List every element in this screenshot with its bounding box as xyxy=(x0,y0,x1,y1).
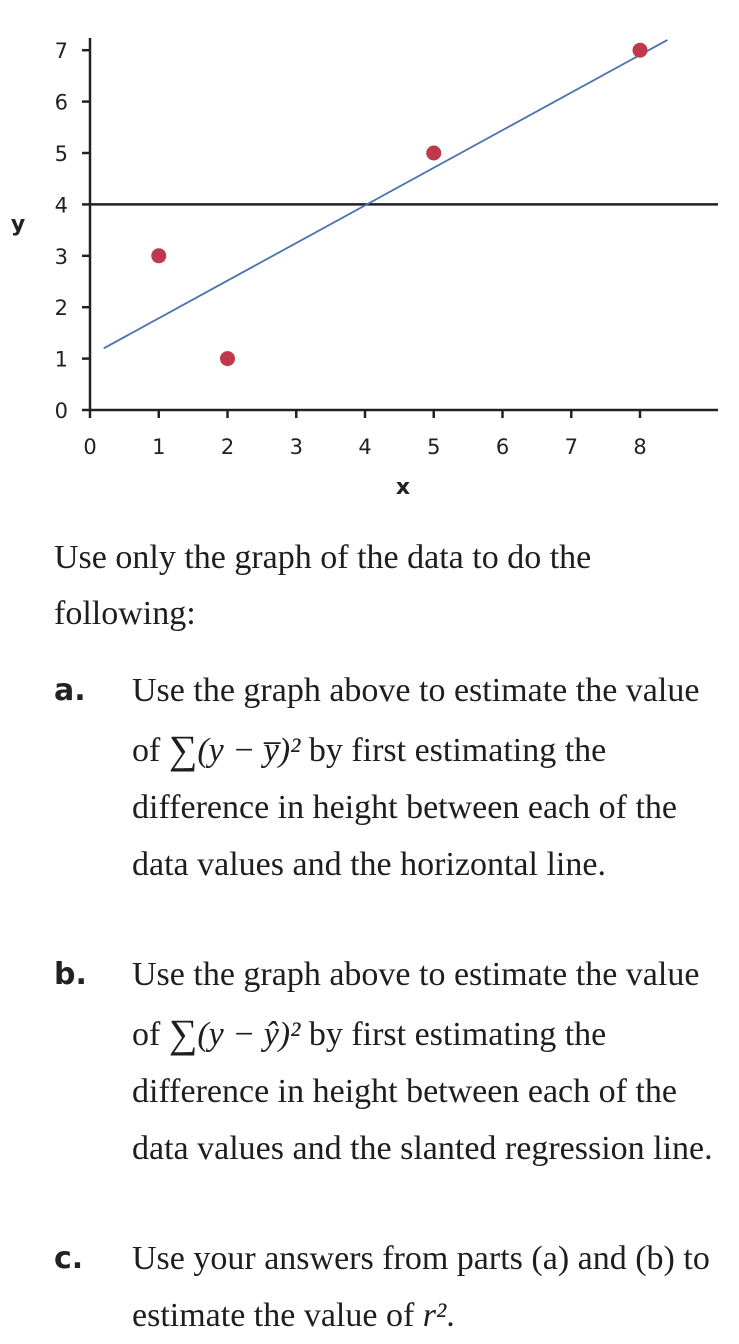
y-tick-label: 2 xyxy=(54,296,68,321)
item-text-part2: by first estimating the difference in height between each of the data values and the horizontal line. xyxy=(132,732,677,883)
item-text xyxy=(132,946,722,1177)
x-tick-label: 3 xyxy=(289,435,303,459)
item-text-part1: Use the graph above to estimate the value of xyxy=(132,956,700,1053)
x-tick-label: 6 xyxy=(495,435,510,459)
question-item-c xyxy=(54,1230,724,1344)
sigma-symbol: ∑ xyxy=(168,1011,198,1056)
y-tick-label: 3 xyxy=(54,244,68,269)
sum-formula xyxy=(168,1011,301,1056)
item-text-part2: by first estimating the difference in height between each of the data values and the slanted regression line. xyxy=(132,1016,713,1167)
question-item-a xyxy=(54,662,724,893)
data-point xyxy=(426,146,441,161)
formula: (y − ŷ)² xyxy=(197,1016,301,1053)
data-point xyxy=(633,43,648,58)
x-tick-label: 7 xyxy=(564,435,578,459)
x-tick-label: 4 xyxy=(358,435,372,459)
formula: r² xyxy=(422,1297,447,1334)
item-text xyxy=(132,662,722,893)
item-marker: c. xyxy=(54,1241,84,1276)
y-axis-ticks xyxy=(55,39,90,423)
item-marker: b. xyxy=(54,957,87,992)
item-text-part1: Use your answers from parts (a) and (b) to estimate the value of xyxy=(132,1240,710,1334)
x-tick-label: 0 xyxy=(83,435,97,459)
instructions-intro: Use only the graph of the data to do the following: xyxy=(54,539,592,632)
data-point xyxy=(220,351,235,366)
data-point xyxy=(151,248,166,263)
y-tick-label: 1 xyxy=(54,347,68,372)
x-tick-label: 5 xyxy=(427,435,441,459)
item-text xyxy=(132,1230,722,1344)
question-item-b xyxy=(54,946,724,1177)
y-tick-label: 6 xyxy=(54,90,68,115)
formula: (y − y̅)² xyxy=(197,732,301,769)
item-marker: a. xyxy=(54,673,86,708)
x-tick-label: 8 xyxy=(633,435,647,459)
y-tick-label: 0 xyxy=(54,399,68,423)
y-tick-label: 5 xyxy=(54,142,68,166)
regression-line xyxy=(104,40,668,348)
x-tick-label: 2 xyxy=(220,435,235,459)
y-tick-label: 4 xyxy=(54,193,68,218)
y-axis-label: y xyxy=(10,212,26,237)
sum-formula xyxy=(168,727,301,772)
x-axis-label: x xyxy=(395,475,411,500)
scatter-chart xyxy=(0,0,739,520)
item-text-part2: . xyxy=(446,1297,455,1334)
y-tick-label: 7 xyxy=(54,39,68,64)
x-axis-ticks xyxy=(83,410,646,459)
item-text-part1: Use the graph above to estimate the value of xyxy=(132,672,700,769)
sigma-symbol: ∑ xyxy=(168,727,198,772)
x-tick-label: 1 xyxy=(152,435,166,459)
